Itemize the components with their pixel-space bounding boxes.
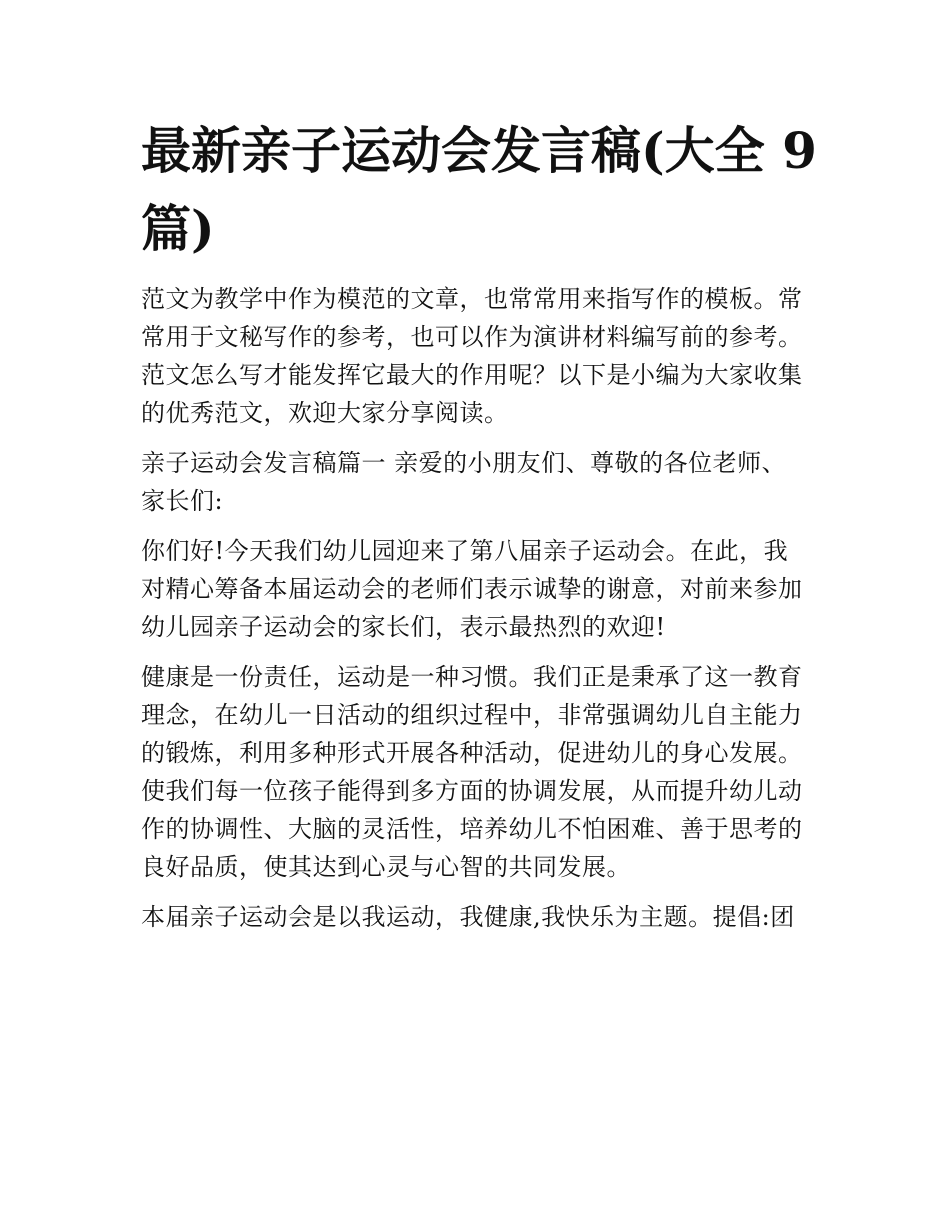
text-line: 作的协调性、大脑的灵活性，培养幼儿不怕困难、善于思考的 [141,815,803,843]
greeting-paragraph [141,532,815,646]
text-line: 常用于文秘写作的参考，也可以作为演讲材料编写前的参考。 [141,323,803,351]
health-paragraph [141,658,815,886]
document-body [141,280,815,936]
title-line-2: 篇) [141,199,215,258]
text-line: 良好品质，使其达到心灵与心智的共同发展。 [141,853,631,881]
document-title [141,112,821,268]
text-line: 亲子运动会发言稿篇一 亲爱的小朋友们、尊敬的各位老师、 [141,449,787,477]
text-line: 的优秀范文，欢迎大家分享阅读。 [141,399,509,427]
text-line: 的锻炼，利用多种形式开展各种活动，促进幼儿的身心发展。 [141,739,803,767]
title-line-1: 最新亲子运动会发言稿(大全 9 [141,121,817,180]
text-line: 范文为教学中作为模范的文章，也常常用来指写作的模板。常 [141,285,803,313]
text-line: 家长们: [141,487,224,515]
text-line: 理念，在幼儿一日活动的组织过程中，非常强调幼儿自主能力 [141,701,803,729]
text-line: 对精心筹备本届运动会的老师们表示诚挚的谢意，对前来参加 [141,575,803,603]
text-line: 本届亲子运动会是以我运动，我健康,我快乐为主题。提倡:团 [141,903,795,931]
theme-paragraph [141,898,815,936]
text-line: 范文怎么写才能发挥它最大的作用呢？以下是小编为大家收集 [141,361,803,389]
text-line: 健康是一份责任，运动是一种习惯。我们正是秉承了这一教育 [141,663,803,691]
text-line: 使我们每一位孩子能得到多方面的协调发展，从而提升幼儿动 [141,777,803,805]
speech-heading-paragraph [141,444,815,520]
text-line: 你们好!今天我们幼儿园迎来了第八届亲子运动会。在此，我 [141,537,789,565]
text-line: 幼儿园亲子运动会的家长们，表示最热烈的欢迎! [141,613,666,641]
intro-paragraph [141,280,815,432]
